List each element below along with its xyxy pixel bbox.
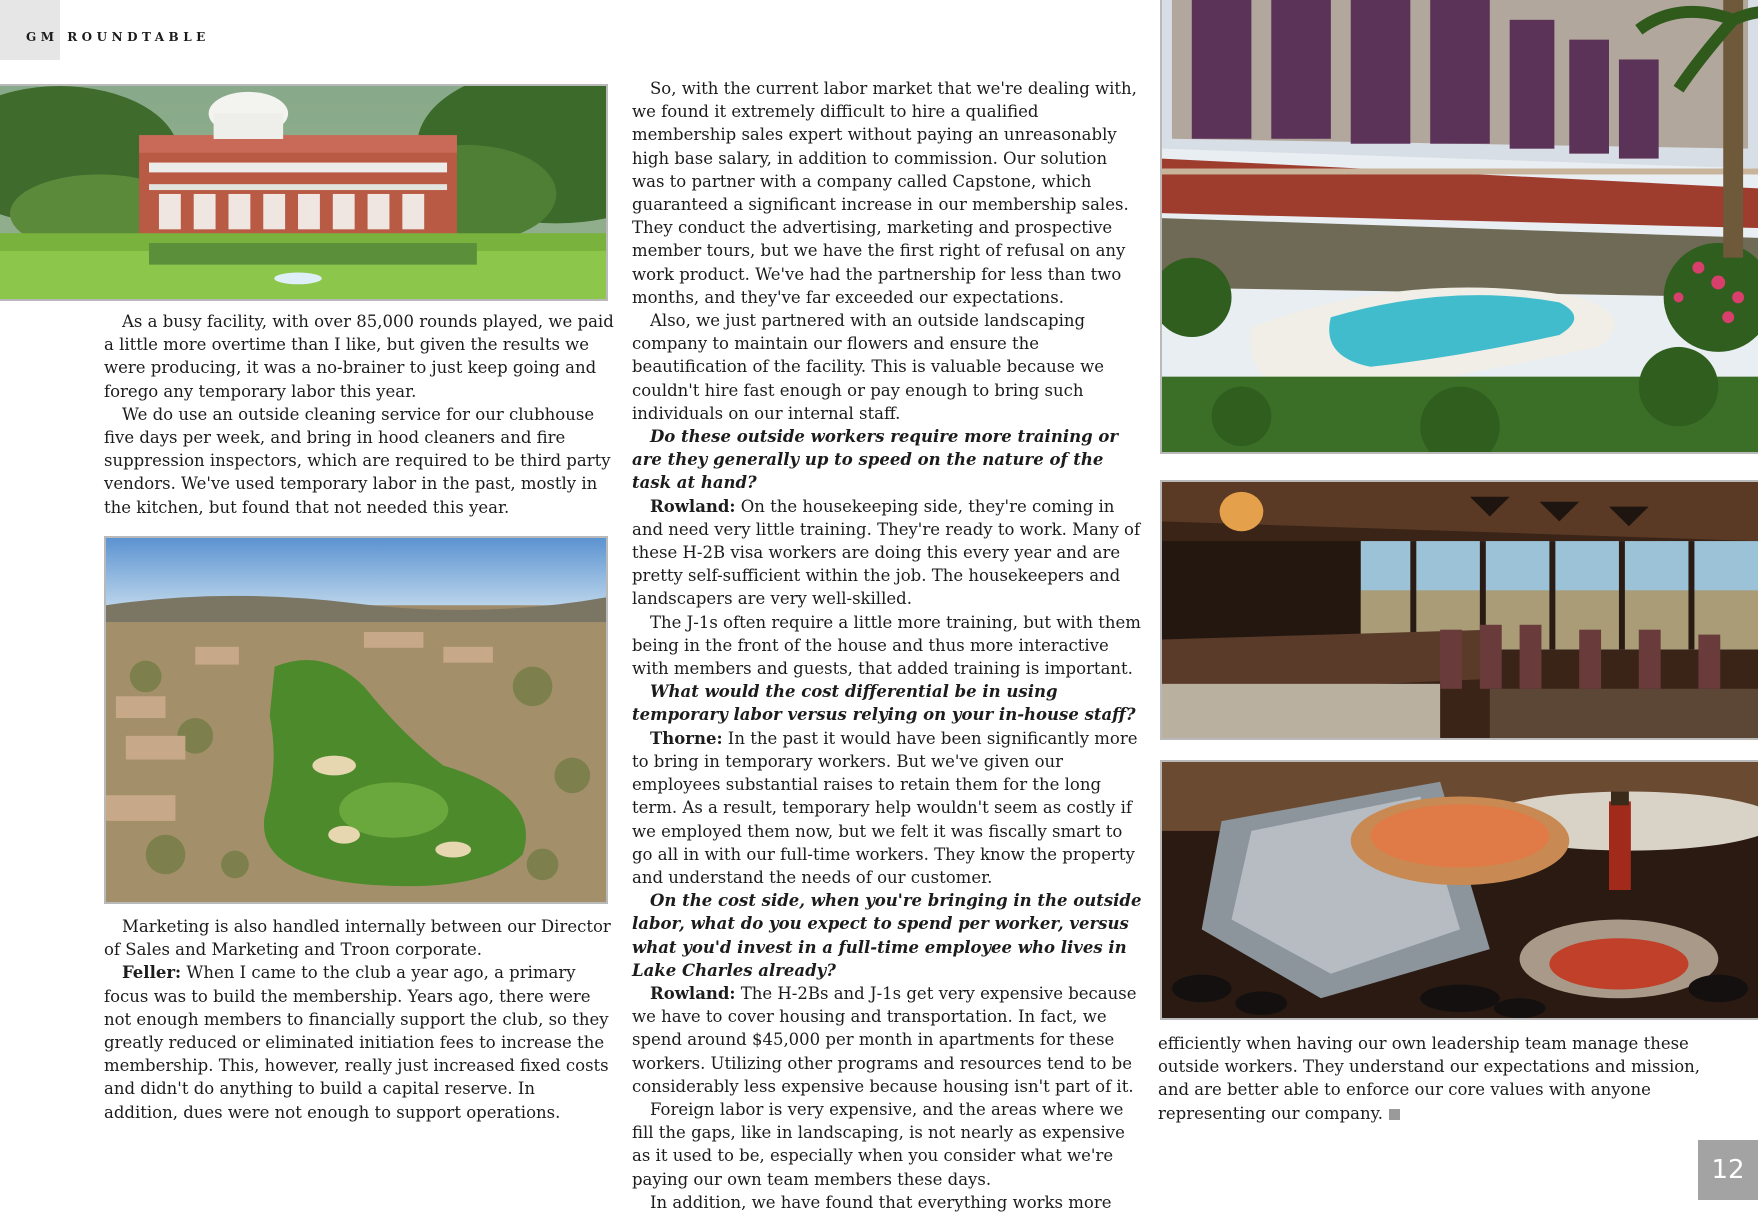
- interview-question: What would the cost differential be in using temporary labor versus relying on your in-house staff?: [632, 682, 1136, 725]
- paragraph: The J-1s often require a little more training, but with them being in the front of the house and thus more interactive with members and guests, that added training is important.: [632, 612, 1141, 679]
- speaker-name: Feller:: [122, 963, 182, 983]
- paragraph: Also, we just partnered with an outside landscaping company to maintain our flowers and ensure the beautification of the facility. This is valuable because we couldn't hire fast enough or pay enough to bring such individuals on our internal staff.: [632, 311, 1105, 423]
- clubhouse-photo: [0, 84, 608, 301]
- paragraph: In addition, we have found that everything works more: [650, 1192, 1112, 1212]
- paragraph: efficiently when having our own leadership team manage these outside workers. They understand our expectations and mission, and are better able to enforce our core values with anyone representing our company.: [1158, 1034, 1701, 1123]
- section-label: GM ROUNDTABLE: [26, 30, 210, 44]
- paragraph: Thorne: In the past it would have been significantly more to bring in temporary workers. But we've given our employees substantial raises to retain them for the long term. As a result, temporary help wouldn't seem as costly if we employed them now, but we felt it was fiscally smart to go all in with our full-time workers. They know the property and understand the needs of our customer.: [632, 728, 1138, 887]
- paragraph: So, with the current labor market that we're dealing with, we found it extremely difficult to hire a qualified membership sales expert without paying an unreasonably high base salary, in addition to commission. Our solution was to partner with a company called Capstone, which guaranteed a significant increase in our membership sales. They conduct the advertising, marketing and prospective member tours, but we have the first right of refusal on any work product. We've had the partnership for less than two months, and they've far exceeded our expectations.: [632, 79, 1137, 307]
- paragraph: Foreign labor is very expensive, and the areas where we fill the gaps, like in landscaping, is not nearly as expensive as it used to be, especially when you consider what we're paying our own team members these days.: [632, 1099, 1125, 1189]
- interview-question: Do these outside workers require more training or are they generally up to speed on the nature of the task at hand?: [632, 427, 1119, 493]
- paragraph: Marketing is also handled internally between our Director of Sales and Marketing and Troon corporate.: [104, 917, 611, 960]
- column-1-block-2: [104, 915, 614, 1124]
- column-2: [632, 77, 1142, 1214]
- resort-pool-photo: [1160, 0, 1758, 454]
- aerial-golf-course-photo: [104, 536, 608, 904]
- speaker-name: Thorne:: [650, 728, 723, 748]
- seafood-bucket-photo: [1160, 760, 1758, 1020]
- interview-question: On the cost side, when you're bringing in the outside labor, what do you expect to spend per worker, versus what you'd invest in a full-time employee who lives in Lake Charles already?: [632, 891, 1142, 980]
- paragraph: Feller: When I came to the club a year ago, a primary focus was to build the membership. Years ago, there were not enough members to financially support the club, so they greatly reduced or eliminated initiation fees to increase the membership. This, however, really just increased fixed costs and didn't do anything to build a capital reserve. In addition, dues were not enough to support operations.: [104, 963, 609, 1122]
- paragraph: Rowland: On the housekeeping side, they're coming in and need very little training. They're ready to work. Many of these H-2B visa workers are doing this every year and are pretty self-sufficient within the job. The housekeepers and landscapers are very well-skilled.: [632, 496, 1141, 609]
- paragraph: Rowland: The H-2Bs and J-1s get very expensive because we have to cover housing and transportation. In fact, we spend around $45,000 per month in apartments for these workers. Utilizing other programs and resources tend to be considerably less expensive because housing isn't part of it.: [632, 983, 1137, 1096]
- speaker-name: Rowland:: [650, 983, 736, 1003]
- page-number: 12: [1698, 1140, 1758, 1200]
- column-3: [1158, 1032, 1718, 1125]
- paragraph: As a busy facility, with over 85,000 rounds played, we paid a little more overtime than I like, but given the results we were producing, it was a no-brainer to just keep going and forego any temporary labor this year.: [104, 312, 614, 401]
- restaurant-interior-photo: [1160, 480, 1758, 740]
- column-1-block-1: [104, 310, 614, 519]
- speaker-name: Rowland:: [650, 496, 736, 516]
- end-of-article-icon: [1389, 1109, 1400, 1120]
- paragraph: We do use an outside cleaning service for our clubhouse five days per week, and bring in hood cleaners and fire suppression inspectors, which are required to be third party vendors. We've used temporary labor in the past, mostly in the kitchen, but found that not needed this year.: [104, 404, 611, 517]
